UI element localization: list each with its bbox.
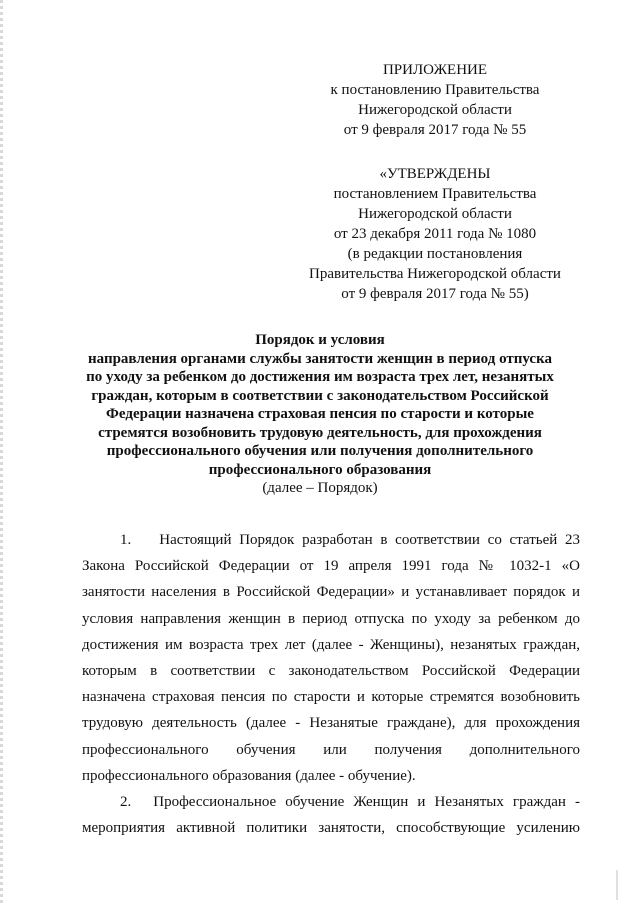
paragraph-line: профессионального обучения или получения дополнительного	[82, 741, 580, 758]
paragraph-number: 2.	[120, 794, 132, 811]
appendix-heading: ПРИЛОЖЕНИЕ	[382, 62, 488, 78]
appendix-line: к постановлению Правительства	[330, 82, 540, 98]
appendix-line: от 9 февраля 2017 года № 55	[343, 122, 527, 138]
appendix-block	[300, 60, 570, 140]
title-line: Федерации назначена страховая пенсия по старости и которые	[106, 406, 534, 422]
paragraph-line: профессионального образования (далее - обучение).	[82, 767, 416, 784]
paragraph-text: Настоящий Порядок разработан в соответствии со статьей 23	[159, 532, 580, 548]
approved-line: Правительства Нижегородской области	[309, 266, 561, 282]
paragraph-line: Закона Российской Федерации от 19 апреля 1991 года № 1032-1 «О	[82, 558, 580, 575]
paragraph-1	[82, 527, 580, 789]
paragraph-line: трудовую деятельность (далее - Незанятые граждане), для прохождения	[82, 715, 580, 732]
paragraph-line: мероприятия активной политики занятости, способствующие усилению	[82, 820, 580, 837]
title-line: граждан, которым в соответствии с законодательством Российской	[91, 387, 549, 404]
approved-heading: «УТВЕРЖДЕНЫ	[379, 166, 491, 182]
body-text	[82, 527, 580, 841]
paragraph-line: условия направления женщин в период отпуска по уходу за ребенком до	[82, 610, 580, 627]
approved-line: от 23 декабря 2011 года № 1080	[333, 226, 537, 242]
title-line: стремятся возобновить трудовую деятельность, для прохождения	[98, 424, 542, 441]
title-line: профессионального образования	[208, 461, 432, 478]
paragraph-line	[82, 527, 580, 553]
paragraph-line: которым в соответствии с законодательством Российской Федерации	[82, 663, 580, 680]
paragraph-line: назначена страховая пенсия по старости и которые стремятся возобновить	[82, 689, 580, 706]
paragraph-line	[82, 789, 580, 815]
scan-edge	[0, 0, 3, 905]
scan-mark	[616, 870, 618, 900]
appendix-line: Нижегородской области	[358, 102, 512, 118]
title-line: по уходу за ребенком до достижения им возраста трех лет, незанятых	[86, 369, 554, 385]
paragraph-line: достижения им возраста трех лет (далее - Женщины), незанятых граждан,	[82, 636, 580, 653]
paragraph-text: Профессиональное обучение Женщин и Незанятых граждан -	[153, 794, 580, 811]
title-subtitle: (далее – Порядок)	[262, 480, 378, 496]
approved-line: постановлением Правительства	[333, 186, 537, 202]
document-title	[60, 331, 580, 498]
approved-line: Нижегородской области	[358, 206, 512, 222]
title-line: направления органами службы занятости женщин в период отпуска	[88, 350, 552, 367]
title-line: Порядок и условия	[255, 332, 385, 348]
approved-block	[280, 164, 590, 304]
paragraph-number: 1.	[120, 532, 132, 548]
paragraph-line: занятости населения в Российской Федерации» и устанавливает порядок и	[82, 584, 580, 601]
paragraph-2	[82, 789, 580, 841]
title-line: профессионального обучения или получения дополнительного	[106, 443, 534, 459]
approved-line: от 9 февраля 2017 года № 55)	[341, 286, 529, 302]
approved-line: (в редакции постановления	[347, 246, 523, 262]
